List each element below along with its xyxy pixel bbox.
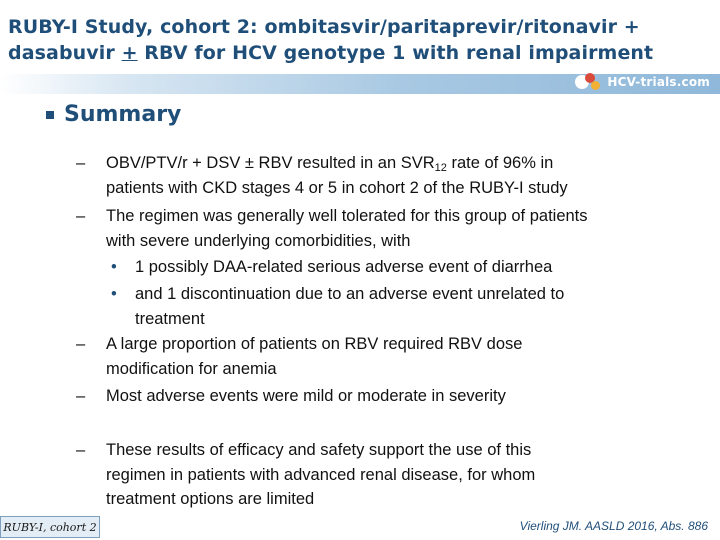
point-5-line-3: treatment options are limited <box>106 490 315 508</box>
point-1-line-2: patients with CKD stages 4 or 5 in cohort 2 of the RUBY-I study <box>106 178 568 197</box>
point-3-line-2: modification for anemia <box>106 359 277 378</box>
point-1-line-1-end: rate of 96% in <box>446 154 554 172</box>
sub-point-2-line-2: treatment <box>135 309 205 328</box>
footer-study-label: RUBY-I, cohort 2 <box>0 516 100 538</box>
footer-citation: Vierling JM. AASLD 2016, Abs. 886 <box>519 519 708 533</box>
point-4-line-1: Most adverse events were mild or moderate in severity <box>106 387 506 405</box>
dash-marker: – <box>76 154 86 172</box>
point-5-line-2: regimen in patients with advanced renal disease, for whom <box>106 465 536 484</box>
point-1-line-1: OBV/PTV/r + DSV ± RBV resulted in an SVR <box>106 154 435 172</box>
sub-bullet: • <box>111 258 117 276</box>
logo-text: HCV-trials.com <box>607 75 710 89</box>
dash-marker: – <box>76 207 86 225</box>
sub-point-1-text: 1 possibly DAA-related serious adverse event of diarrhea <box>135 258 553 276</box>
slide-title <box>8 14 708 66</box>
point-5-line-1: These results of efficacy and safety support the use of this <box>106 441 532 459</box>
point-2-line-1: The regimen was generally well tolerated for this group of patients <box>106 207 588 225</box>
title-line-2-post: RBV for HCV genotype 1 with renal impairment <box>137 42 654 64</box>
dash-marker: – <box>76 335 86 353</box>
hcv-trials-logo <box>573 70 710 94</box>
dash-marker: – <box>76 441 86 459</box>
sub-bullet: • <box>111 285 117 303</box>
sub-point-2-line-1: and 1 discontinuation due to an adverse event unrelated to <box>135 285 565 303</box>
title-plus-underlined: + <box>121 42 138 64</box>
title-line-2-pre: dasabuvir <box>8 42 122 64</box>
point-2-line-2: with severe underlying comorbidities, with <box>106 231 411 250</box>
section-heading <box>46 102 181 127</box>
point-1-subscript: 12 <box>434 162 447 174</box>
section-heading-text: Summary <box>64 102 182 127</box>
square-bullet-icon <box>46 111 54 119</box>
title-line-1: RUBY-I Study, cohort 2: ombitasvir/paritaprevir/ritonavir + <box>8 16 640 38</box>
point-3-line-1: A large proportion of patients on RBV required RBV dose <box>106 335 523 353</box>
dash-marker: – <box>76 387 86 405</box>
logo-mark-icon <box>573 71 603 93</box>
